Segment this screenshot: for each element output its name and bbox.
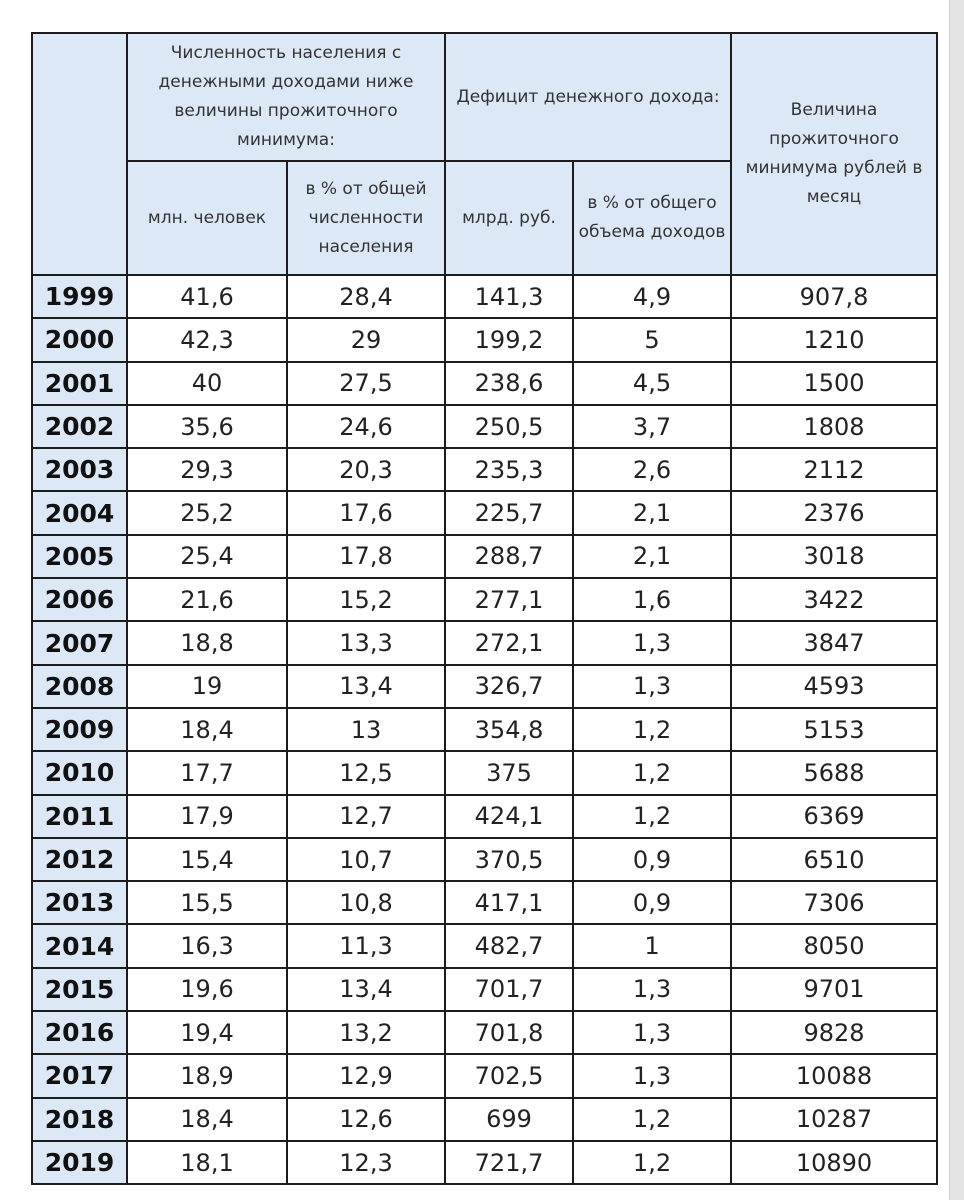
deficit-bln-rub-cell: 721,7 xyxy=(445,1141,573,1184)
pct-population-cell: 24,6 xyxy=(287,405,445,448)
pct-population-cell: 13,4 xyxy=(287,968,445,1011)
subsistence-rub-cell: 1210 xyxy=(731,318,937,361)
table-row xyxy=(32,968,937,1011)
deficit-pct-income-cell: 4,5 xyxy=(573,362,731,405)
mln-people-cell: 19 xyxy=(127,665,287,708)
deficit-pct-income-cell: 0,9 xyxy=(573,838,731,881)
subsistence-rub-cell: 9828 xyxy=(731,1011,937,1054)
year-cell: 2008 xyxy=(32,665,127,708)
mln-people-cell: 17,7 xyxy=(127,751,287,794)
year-header-cell xyxy=(32,33,127,275)
table-row xyxy=(32,405,937,448)
year-cell: 2010 xyxy=(32,751,127,794)
pct-population-cell: 27,5 xyxy=(287,362,445,405)
table-row xyxy=(32,881,937,924)
table-row xyxy=(32,795,937,838)
table-header xyxy=(32,33,937,275)
deficit-bln-rub-cell: 272,1 xyxy=(445,621,573,664)
year-cell: 2001 xyxy=(32,362,127,405)
year-cell: 2007 xyxy=(32,621,127,664)
deficit-pct-income-cell: 1,2 xyxy=(573,751,731,794)
deficit-bln-rub-cell: 370,5 xyxy=(445,838,573,881)
year-cell: 2000 xyxy=(32,318,127,361)
table-row xyxy=(32,1098,937,1141)
header-subsistence-minimum: Величина прожиточного минимума рублей в месяц xyxy=(731,33,937,275)
table-row xyxy=(32,448,937,491)
deficit-pct-income-cell: 1 xyxy=(573,924,731,967)
subsistence-rub-cell: 1808 xyxy=(731,405,937,448)
deficit-bln-rub-cell: 701,8 xyxy=(445,1011,573,1054)
year-cell: 2005 xyxy=(32,535,127,578)
deficit-pct-income-cell: 1,2 xyxy=(573,1141,731,1184)
mln-people-cell: 17,9 xyxy=(127,795,287,838)
subsistence-rub-cell: 9701 xyxy=(731,968,937,1011)
subsistence-rub-cell: 3018 xyxy=(731,535,937,578)
deficit-pct-income-cell: 0,9 xyxy=(573,881,731,924)
deficit-pct-income-cell: 2,1 xyxy=(573,535,731,578)
table-row xyxy=(32,362,937,405)
subsistence-rub-cell: 10287 xyxy=(731,1098,937,1141)
year-cell: 2006 xyxy=(32,578,127,621)
table-row xyxy=(32,578,937,621)
deficit-bln-rub-cell: 699 xyxy=(445,1098,573,1141)
pct-population-cell: 13,3 xyxy=(287,621,445,664)
subsistence-rub-cell: 1500 xyxy=(731,362,937,405)
year-cell: 2011 xyxy=(32,795,127,838)
mln-people-cell: 18,1 xyxy=(127,1141,287,1184)
table-row xyxy=(32,535,937,578)
pct-population-cell: 10,7 xyxy=(287,838,445,881)
header-row-top xyxy=(32,33,937,161)
subsistence-rub-cell: 4593 xyxy=(731,665,937,708)
deficit-pct-income-cell: 1,3 xyxy=(573,1054,731,1097)
year-cell: 2018 xyxy=(32,1098,127,1141)
pct-population-cell: 17,8 xyxy=(287,535,445,578)
year-cell: 1999 xyxy=(32,275,127,318)
pct-population-cell: 10,8 xyxy=(287,881,445,924)
deficit-bln-rub-cell: 354,8 xyxy=(445,708,573,751)
deficit-bln-rub-cell: 235,3 xyxy=(445,448,573,491)
deficit-bln-rub-cell: 424,1 xyxy=(445,795,573,838)
mln-people-cell: 41,6 xyxy=(127,275,287,318)
deficit-bln-rub-cell: 238,6 xyxy=(445,362,573,405)
deficit-pct-income-cell: 2,6 xyxy=(573,448,731,491)
year-cell: 2014 xyxy=(32,924,127,967)
header-pct-population: в % от общей численности населения xyxy=(287,161,445,275)
mln-people-cell: 16,3 xyxy=(127,924,287,967)
header-low-income-population: Численность населения с денежными доходами ниже величины прожиточного минимума: xyxy=(127,33,445,161)
mln-people-cell: 40 xyxy=(127,362,287,405)
pct-population-cell: 12,3 xyxy=(287,1141,445,1184)
deficit-pct-income-cell: 1,3 xyxy=(573,968,731,1011)
subsistence-rub-cell: 10088 xyxy=(731,1054,937,1097)
pct-population-cell: 12,7 xyxy=(287,795,445,838)
header-income-deficit: Дефицит денежного дохода: xyxy=(445,33,731,161)
deficit-bln-rub-cell: 482,7 xyxy=(445,924,573,967)
header-bln-rub: млрд. руб. xyxy=(445,161,573,275)
pct-population-cell: 12,6 xyxy=(287,1098,445,1141)
mln-people-cell: 15,5 xyxy=(127,881,287,924)
mln-people-cell: 21,6 xyxy=(127,578,287,621)
year-cell: 2012 xyxy=(32,838,127,881)
page-edge xyxy=(949,0,964,1200)
subsistence-rub-cell: 7306 xyxy=(731,881,937,924)
mln-people-cell: 18,8 xyxy=(127,621,287,664)
table-row xyxy=(32,1011,937,1054)
mln-people-cell: 42,3 xyxy=(127,318,287,361)
pct-population-cell: 11,3 xyxy=(287,924,445,967)
pct-population-cell: 20,3 xyxy=(287,448,445,491)
year-cell: 2003 xyxy=(32,448,127,491)
mln-people-cell: 19,4 xyxy=(127,1011,287,1054)
header-mln-people: млн. человек xyxy=(127,161,287,275)
subsistence-rub-cell: 2112 xyxy=(731,448,937,491)
table-row xyxy=(32,621,937,664)
deficit-pct-income-cell: 1,6 xyxy=(573,578,731,621)
mln-people-cell: 15,4 xyxy=(127,838,287,881)
subsistence-rub-cell: 8050 xyxy=(731,924,937,967)
mln-people-cell: 19,6 xyxy=(127,968,287,1011)
year-cell: 2013 xyxy=(32,881,127,924)
deficit-bln-rub-cell: 702,5 xyxy=(445,1054,573,1097)
deficit-bln-rub-cell: 141,3 xyxy=(445,275,573,318)
deficit-bln-rub-cell: 225,7 xyxy=(445,491,573,534)
pct-population-cell: 13 xyxy=(287,708,445,751)
mln-people-cell: 35,6 xyxy=(127,405,287,448)
deficit-bln-rub-cell: 277,1 xyxy=(445,578,573,621)
deficit-pct-income-cell: 1,2 xyxy=(573,795,731,838)
pct-population-cell: 17,6 xyxy=(287,491,445,534)
pct-population-cell: 15,2 xyxy=(287,578,445,621)
table-row xyxy=(32,1054,937,1097)
poverty-statistics-table xyxy=(31,32,938,1185)
deficit-pct-income-cell: 3,7 xyxy=(573,405,731,448)
table-row xyxy=(32,708,937,751)
subsistence-rub-cell: 3847 xyxy=(731,621,937,664)
year-cell: 2009 xyxy=(32,708,127,751)
table-body xyxy=(32,275,937,1184)
pct-population-cell: 13,2 xyxy=(287,1011,445,1054)
deficit-bln-rub-cell: 701,7 xyxy=(445,968,573,1011)
deficit-pct-income-cell: 1,2 xyxy=(573,1098,731,1141)
year-cell: 2004 xyxy=(32,491,127,534)
mln-people-cell: 25,4 xyxy=(127,535,287,578)
subsistence-rub-cell: 5688 xyxy=(731,751,937,794)
pct-population-cell: 12,9 xyxy=(287,1054,445,1097)
year-cell: 2002 xyxy=(32,405,127,448)
pct-population-cell: 13,4 xyxy=(287,665,445,708)
deficit-pct-income-cell: 1,3 xyxy=(573,665,731,708)
deficit-bln-rub-cell: 199,2 xyxy=(445,318,573,361)
deficit-bln-rub-cell: 326,7 xyxy=(445,665,573,708)
year-cell: 2017 xyxy=(32,1054,127,1097)
deficit-pct-income-cell: 4,9 xyxy=(573,275,731,318)
subsistence-rub-cell: 2376 xyxy=(731,491,937,534)
mln-people-cell: 29,3 xyxy=(127,448,287,491)
table-row xyxy=(32,924,937,967)
table-row xyxy=(32,838,937,881)
pct-population-cell: 29 xyxy=(287,318,445,361)
table-row xyxy=(32,1141,937,1184)
deficit-pct-income-cell: 5 xyxy=(573,318,731,361)
table-row xyxy=(32,665,937,708)
deficit-bln-rub-cell: 375 xyxy=(445,751,573,794)
deficit-bln-rub-cell: 417,1 xyxy=(445,881,573,924)
deficit-pct-income-cell: 1,3 xyxy=(573,621,731,664)
table-row xyxy=(32,318,937,361)
year-cell: 2019 xyxy=(32,1141,127,1184)
header-pct-income: в % от общего объема доходов xyxy=(573,161,731,275)
subsistence-rub-cell: 10890 xyxy=(731,1141,937,1184)
table-row xyxy=(32,275,937,318)
mln-people-cell: 18,4 xyxy=(127,708,287,751)
pct-population-cell: 28,4 xyxy=(287,275,445,318)
deficit-pct-income-cell: 1,2 xyxy=(573,708,731,751)
deficit-pct-income-cell: 2,1 xyxy=(573,491,731,534)
deficit-bln-rub-cell: 250,5 xyxy=(445,405,573,448)
deficit-bln-rub-cell: 288,7 xyxy=(445,535,573,578)
table-row xyxy=(32,751,937,794)
mln-people-cell: 18,9 xyxy=(127,1054,287,1097)
subsistence-rub-cell: 6369 xyxy=(731,795,937,838)
subsistence-rub-cell: 5153 xyxy=(731,708,937,751)
subsistence-rub-cell: 3422 xyxy=(731,578,937,621)
year-cell: 2016 xyxy=(32,1011,127,1054)
subsistence-rub-cell: 6510 xyxy=(731,838,937,881)
deficit-pct-income-cell: 1,3 xyxy=(573,1011,731,1054)
mln-people-cell: 25,2 xyxy=(127,491,287,534)
mln-people-cell: 18,4 xyxy=(127,1098,287,1141)
pct-population-cell: 12,5 xyxy=(287,751,445,794)
table-row xyxy=(32,491,937,534)
subsistence-rub-cell: 907,8 xyxy=(731,275,937,318)
year-cell: 2015 xyxy=(32,968,127,1011)
